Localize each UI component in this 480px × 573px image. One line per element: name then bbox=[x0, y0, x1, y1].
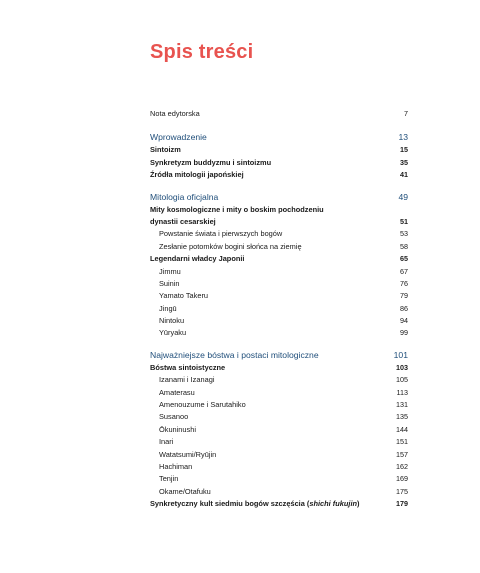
table-of-contents bbox=[150, 108, 408, 511]
toc-entry-page: 105 bbox=[396, 375, 408, 385]
toc-entry-label: Ōkuninushi bbox=[159, 424, 196, 434]
toc-entry-page: 162 bbox=[396, 461, 408, 471]
toc-entry-page: 67 bbox=[400, 266, 408, 276]
toc-entry-label: Legendarni władcy Japonii bbox=[150, 254, 245, 264]
toc-entry[interactable] bbox=[150, 144, 408, 156]
toc-entry-label: Bóstwa sintoistyczne bbox=[150, 362, 226, 372]
toc-section-page: 13 bbox=[398, 132, 408, 143]
toc-entry-label: Amenouzume i Sarutahiko bbox=[159, 400, 246, 410]
toc-entry-label: Synkretyczny kult siedmiu bogów szczęścia (shichi fukujin) bbox=[150, 499, 360, 509]
toc-entry-label: Źródła mitologii japońskiej bbox=[150, 170, 244, 180]
toc-entry-page: 169 bbox=[396, 474, 408, 484]
toc-subentry[interactable] bbox=[150, 461, 408, 473]
toc-section-label: Mitologia oficjalna bbox=[150, 191, 219, 202]
toc-entry-label: Synkretyzm buddyzmu i sintoizmu bbox=[150, 157, 272, 167]
toc-subentry[interactable] bbox=[150, 374, 408, 386]
toc-entry-label: Zesłanie potomków bogini słońca na ziemię bbox=[159, 241, 302, 251]
toc-entry[interactable] bbox=[150, 157, 408, 169]
toc-section-bostwa[interactable] bbox=[150, 349, 408, 362]
toc-entry-page: 15 bbox=[400, 145, 408, 155]
toc-entry-label: Susanoo bbox=[159, 412, 189, 422]
toc-subentry[interactable] bbox=[150, 449, 408, 461]
toc-entry-label: Mity kosmologiczne i mity o boskim pochodzeniu bbox=[150, 204, 324, 214]
toc-entry-label: Jingū bbox=[159, 303, 177, 313]
toc-entry-label: Watatsumi/Ryūjin bbox=[159, 449, 217, 459]
toc-section-label: Wprowadzenie bbox=[150, 132, 207, 143]
toc-entry-label: dynastii cesarskiej bbox=[150, 216, 216, 226]
toc-entry-label: Yamato Takeru bbox=[159, 291, 209, 301]
toc-entry[interactable] bbox=[150, 253, 408, 265]
toc-entry-page: 151 bbox=[396, 437, 408, 447]
toc-entry-label: Yūryaku bbox=[159, 328, 187, 338]
toc-section-mitologia-oficjalna[interactable] bbox=[150, 191, 408, 204]
toc-entry[interactable] bbox=[150, 204, 408, 216]
toc-entry-page: 113 bbox=[396, 387, 408, 397]
toc-subentry[interactable] bbox=[150, 228, 408, 240]
toc-subentry[interactable] bbox=[150, 424, 408, 436]
toc-subentry[interactable] bbox=[150, 411, 408, 423]
toc-entry[interactable] bbox=[150, 216, 408, 228]
toc-entry-page: 157 bbox=[396, 449, 408, 459]
toc-entry-page: 79 bbox=[400, 291, 408, 301]
toc-section-wprowadzenie[interactable] bbox=[150, 131, 408, 144]
toc-entry-label: Amaterasu bbox=[159, 387, 195, 397]
toc-entry-label: Inari bbox=[159, 437, 174, 447]
toc-entry-page: 65 bbox=[400, 254, 408, 264]
toc-subentry[interactable] bbox=[150, 486, 408, 498]
toc-entry-page: 131 bbox=[396, 400, 408, 410]
toc-subentry[interactable] bbox=[150, 290, 408, 302]
toc-entry-page: 175 bbox=[396, 486, 408, 496]
toc-section-label: Najważniejsze bóstwa i postaci mitologiczne bbox=[150, 349, 319, 360]
toc-subentry[interactable] bbox=[150, 399, 408, 411]
toc-subentry[interactable] bbox=[150, 473, 408, 485]
toc-section-page: 101 bbox=[393, 349, 408, 360]
toc-entry-label: Okame/Otafuku bbox=[159, 486, 211, 496]
page-title: Spis treści bbox=[150, 41, 254, 63]
toc-entry-label: Sintoizm bbox=[150, 145, 181, 155]
toc-subentry[interactable] bbox=[150, 327, 408, 339]
toc-entry-nota[interactable] bbox=[150, 108, 408, 120]
toc-entry-label: Hachiman bbox=[159, 461, 193, 471]
toc-entry-label: Jimmu bbox=[159, 266, 181, 276]
toc-entry-page: 99 bbox=[400, 328, 408, 338]
toc-section-page: 49 bbox=[398, 191, 408, 202]
toc-entry-page: 86 bbox=[400, 303, 408, 313]
toc-subentry[interactable] bbox=[150, 315, 408, 327]
toc-entry-label: Suinin bbox=[159, 278, 180, 288]
toc-entry-page: 76 bbox=[400, 278, 408, 288]
toc-subentry[interactable] bbox=[150, 266, 408, 278]
toc-entry[interactable] bbox=[150, 498, 408, 510]
toc-entry-page: 179 bbox=[396, 499, 408, 509]
toc-subentry[interactable] bbox=[150, 241, 408, 253]
toc-entry-page: 53 bbox=[400, 229, 408, 239]
toc-entry-label: Powstanie świata i pierwszych bogów bbox=[159, 229, 283, 239]
toc-entry[interactable] bbox=[150, 362, 408, 374]
toc-subentry[interactable] bbox=[150, 278, 408, 290]
toc-entry-page: 103 bbox=[396, 362, 408, 372]
toc-entry-label: Nintoku bbox=[159, 316, 185, 326]
toc-entry-page: 144 bbox=[396, 424, 408, 434]
toc-entry-page: 51 bbox=[400, 216, 408, 226]
toc-entry-page: 35 bbox=[400, 157, 408, 167]
toc-subentry[interactable] bbox=[150, 436, 408, 448]
toc-subentry[interactable] bbox=[150, 303, 408, 315]
toc-entry-label: Tenjin bbox=[159, 474, 179, 484]
toc-entry-page: 7 bbox=[404, 109, 408, 118]
toc-entry-label: Izanami i Izanagi bbox=[159, 375, 215, 385]
toc-entry-page: 135 bbox=[396, 412, 408, 422]
toc-entry[interactable] bbox=[150, 169, 408, 181]
toc-entry-page: 41 bbox=[400, 170, 408, 180]
toc-entry-page: 94 bbox=[400, 316, 408, 326]
toc-subentry[interactable] bbox=[150, 387, 408, 399]
toc-entry-page: 58 bbox=[400, 241, 408, 251]
toc-entry-label: Nota edytorska bbox=[150, 109, 200, 118]
